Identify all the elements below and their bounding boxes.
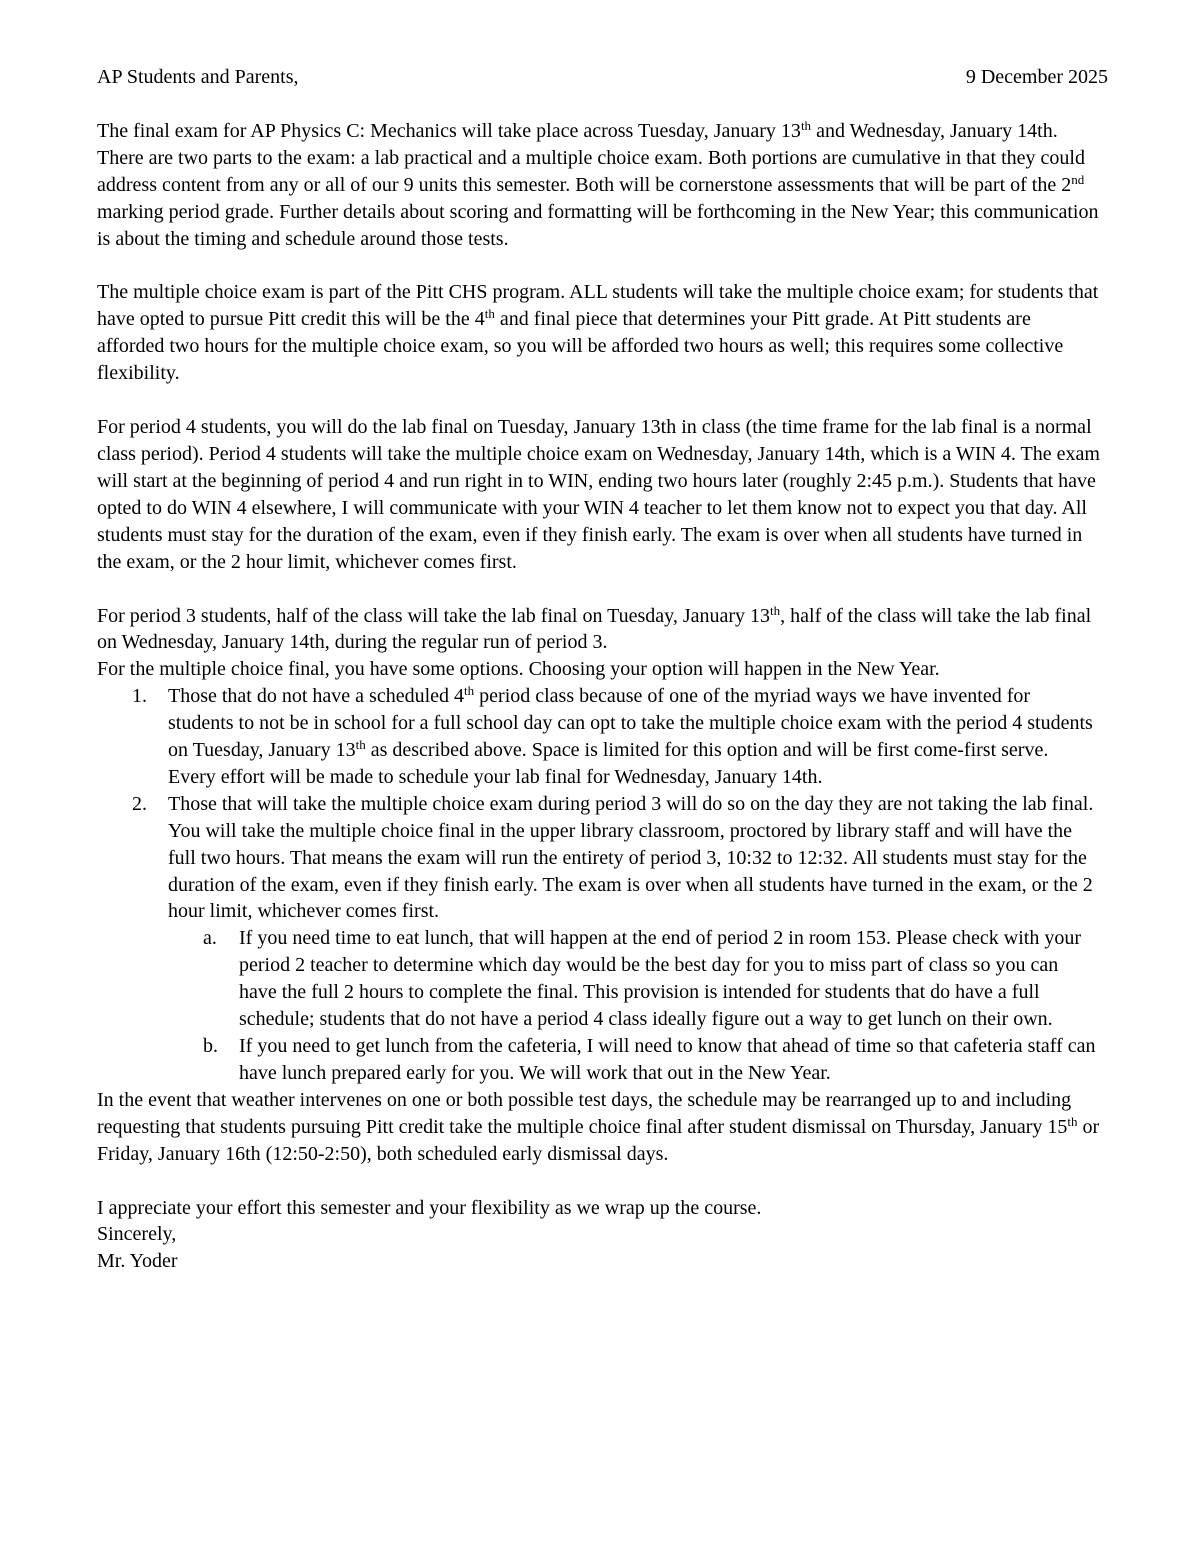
letter-header bbox=[97, 64, 1108, 91]
list-marker: 2. bbox=[132, 792, 147, 815]
list-item-option-1: 1. Those that do not have a scheduled 4th period class because of one of the myriad ways we have invented for students to not be in school for a full school day can opt to take the multiple choice exam with the period 4 students on Tuesday, January 13th as described above. Space is limited for this option and will be first come-first serve. Every effort will be made to schedule your lab final for Wednesday, January 14th. bbox=[132, 683, 1093, 788]
list-item-sub-option-a: a. If you need time to eat lunch, that will happen at the end of period 2 in room 153. Please check with your period 2 teacher to determine which day would be the best day for you to miss part of class so you can have the full 2 hours to complete the final. This provision is intended for students that do have a full schedule; students that do not have a period 4 class ideally figure out a way to get lunch on their own. bbox=[203, 927, 1081, 1031]
paragraph-period-4: For period 4 students, you will do the lab final on Tuesday, January 13th in class (the time frame for the lab final is a normal class period). Period 4 students will take the multiple choice exam on Wednesday, January 14th, which is a WIN 4. The exam will start at the beginning of period 4 and run right in to WIN, ending two hours later (roughly 2:45 p.m.). Students that have opted to do WIN 4 elsewhere, I will communicate with your WIN 4 teacher to let them know not to expect you that day. All students must stay for the duration of the exam, even if they finish early. The exam is over when all students have turned in the exam, or the 2 hour limit, whichever comes first. bbox=[97, 416, 1100, 573]
options-list bbox=[97, 683, 1100, 1087]
paragraph-exam-overview: The final exam for AP Physics C: Mechanics will take place across Tuesday, January 13th and Wednesday, January 14th. There are two parts to the exam: a lab practical and a multiple choice exam. Both portions are cumulative in that they could address content from any or all of our 9 units this semester. Both will be cornerstone assessments that will be part of the 2nd marking period grade. Further details about scoring and formatting will be forthcoming in the New Year; this communication is about the timing and schedule around those tests. bbox=[97, 117, 1099, 250]
closing-line: I appreciate your effort this semester and your flexibility as we wrap up the course. bbox=[97, 1196, 762, 1219]
spacer bbox=[97, 1168, 1100, 1195]
signature: Mr. Yoder bbox=[97, 1250, 178, 1273]
paragraph-weather: In the event that weather intervenes on one or both possible test days, the schedule may be rearranged up to and including requesting that students pursuing Pitt credit take the multiple choice final after student dismissal on Thursday, January 15th or Friday, January 16th (12:50-2:50), both scheduled early dismissal days. bbox=[97, 1088, 1100, 1165]
greeting: AP Students and Parents, bbox=[97, 66, 299, 88]
sub-options-list bbox=[168, 925, 1100, 1086]
spacer bbox=[97, 576, 1100, 603]
list-marker: b. bbox=[203, 1035, 218, 1057]
spacer bbox=[97, 91, 1100, 118]
paragraph-period-3: For period 3 students, half of the class will take the lab final on Tuesday, January 13th, half of the class will take the lab final on Wednesday, January 14th, during the regular run of period 3. bbox=[97, 602, 1092, 654]
list-marker: a. bbox=[203, 927, 217, 950]
paragraph-mc-options-intro: For the multiple choice final, you have some options. Choosing your option will happen in the New Year. bbox=[97, 658, 940, 681]
list-marker: 1. bbox=[132, 685, 147, 708]
spacer bbox=[97, 387, 1100, 414]
letter-date: 9 December 2025 bbox=[965, 66, 1108, 88]
list-item-option-2: 2. Those that will take the multiple choice exam during period 3 will do so on the day they are not taking the lab final. You will take the multiple choice final in the upper library classroom, proctored by library staff and will have the full two hours. That means the exam will run the entirety of period 3, 10:32 to 12:32. All students must stay for the duration of the exam, even if they finish early. The exam is over when all students have turned in the exam, or the 2 hour limit, whichever comes first. a. If you need time to eat lunch, that will happen at the end of period 2 in room 153. Please check with your period 2 teacher to determine which day would be the best day for you to miss part of class so you can have the full 2 hours to complete the final. This provision is intended for students that do have a full schedule; students that do not have a period 4 class ideally figure out a way to get lunch on their own. b. If you need to get lunch from the cafeteria, I will need to know that ahead of time so that cafeteria staff can have lunch prepared early for you. We will work that out in the New Year. bbox=[97, 791, 1100, 1087]
list-item-sub-option-b: b. If you need to get lunch from the cafeteria, I will need to know that ahead of time so that cafeteria staff can have lunch prepared early for you. We will work that out in the New Year. bbox=[203, 1035, 1096, 1084]
spacer bbox=[97, 252, 1100, 279]
sign-off: Sincerely, bbox=[97, 1223, 177, 1246]
paragraph-pitt-program: The multiple choice exam is part of the Pitt CHS program. ALL students will take the multiple choice exam; for students that have opted to pursue Pitt credit this will be the 4th and final piece that determines your Pitt grade. At Pitt students are afforded two hours for the multiple choice exam, so you will be afforded two hours as well; this requires some collective flexibility. bbox=[97, 281, 1099, 385]
